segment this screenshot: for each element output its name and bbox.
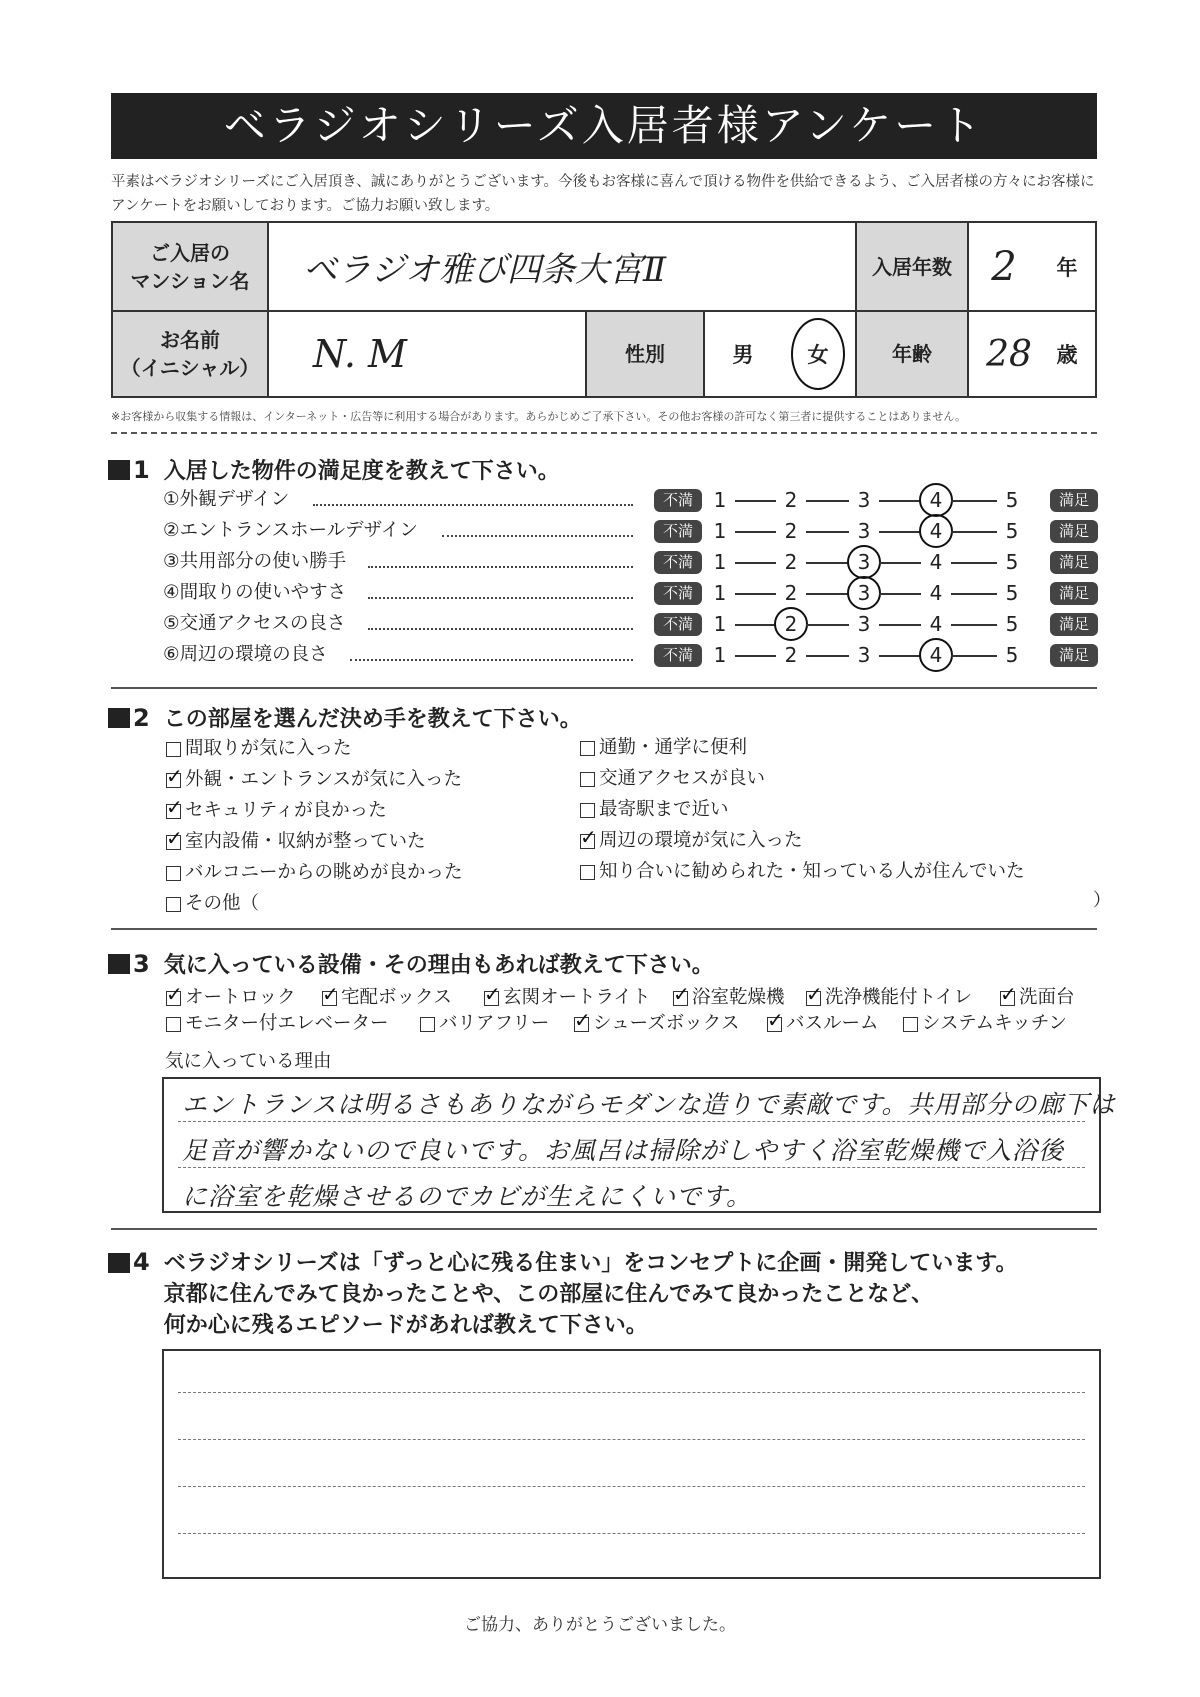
writing-line bbox=[178, 1533, 1085, 1534]
checkbox-label: バリアフリー bbox=[439, 1013, 550, 1034]
other-close-paren: ） bbox=[1093, 890, 1111, 911]
privacy-footnote: ※お客様から収集する情報は、インターネット・広告等に利用する場合があります。あらかじめご了承下さい。その他お客様の許可なく第三者に提供することはありません。 bbox=[111, 410, 967, 423]
decision-checkbox[interactable] bbox=[166, 735, 352, 763]
scale-connector bbox=[879, 531, 921, 533]
low-badge: 不満 bbox=[654, 551, 702, 574]
checkbox-label: 間取りが気に入った bbox=[185, 738, 352, 759]
checked-box-icon[interactable] bbox=[1000, 991, 1015, 1006]
checkbox-icon[interactable] bbox=[580, 741, 595, 756]
q3-title: 気に入っている設備・その理由もあれば教えて下さい。 bbox=[163, 952, 714, 978]
scale-option[interactable]: 2 bbox=[784, 612, 798, 636]
rating-row bbox=[163, 547, 1093, 577]
selected-rating-circle bbox=[919, 638, 953, 672]
scale-option[interactable]: 5 bbox=[1005, 581, 1019, 605]
decision-checkbox[interactable] bbox=[166, 828, 426, 856]
decision-checkbox[interactable] bbox=[580, 858, 1025, 886]
scale-connector bbox=[951, 500, 997, 502]
checkbox-label: セキュリティが良かった bbox=[185, 800, 387, 821]
leader-dots bbox=[313, 504, 634, 506]
age-unit: 歳 bbox=[1056, 342, 1078, 367]
q2-title: この部屋を選んだ決め手を教えて下さい。 bbox=[163, 706, 582, 732]
scale-option[interactable]: 3 bbox=[857, 550, 871, 574]
checked-box-icon[interactable] bbox=[673, 991, 688, 1006]
q4-line-3: 何か心に残るエピソードがあれば教えて下さい。 bbox=[163, 1312, 648, 1338]
scale-option[interactable]: 4 bbox=[929, 488, 943, 512]
leader-dots bbox=[368, 597, 633, 599]
scale-option[interactable]: 3 bbox=[857, 519, 871, 543]
rating-item-label: ⑥周辺の環境の良さ bbox=[163, 644, 328, 665]
table-divider bbox=[703, 312, 705, 396]
high-badge: 満足 bbox=[1050, 644, 1098, 667]
checked-box-icon[interactable] bbox=[767, 1017, 782, 1032]
q4-number: 4 bbox=[133, 1248, 150, 1276]
scale-option[interactable]: 2 bbox=[784, 550, 798, 574]
scale-option[interactable]: 4 bbox=[929, 643, 943, 667]
checkbox-icon[interactable] bbox=[166, 742, 181, 757]
scale-option[interactable]: 5 bbox=[1005, 550, 1019, 574]
checkbox-label: シューズボックス bbox=[593, 1013, 740, 1034]
rating-row bbox=[163, 485, 1093, 515]
scale-option[interactable]: 4 bbox=[929, 519, 943, 543]
leader-dots bbox=[350, 659, 634, 661]
low-badge: 不満 bbox=[654, 582, 702, 605]
checked-box-icon[interactable] bbox=[322, 991, 337, 1006]
scale-option[interactable]: 1 bbox=[713, 488, 727, 512]
mansion-name-label bbox=[113, 223, 267, 310]
reason-label: 気に入っている理由 bbox=[165, 1051, 332, 1072]
rating-item-label: ⑤交通アクセスの良さ bbox=[163, 613, 346, 634]
mansion-label-line1: ご入居の bbox=[150, 240, 230, 265]
low-badge: 不満 bbox=[654, 644, 702, 667]
scale-option[interactable]: 2 bbox=[784, 519, 798, 543]
high-badge: 満足 bbox=[1050, 613, 1098, 636]
scale-option[interactable]: 3 bbox=[857, 581, 871, 605]
leader-dots bbox=[442, 535, 633, 537]
scale-connector bbox=[735, 624, 776, 626]
thank-you-message: ご協力、ありがとうございました。 bbox=[464, 1615, 736, 1635]
scale-option[interactable]: 4 bbox=[929, 612, 943, 636]
q1-heading bbox=[108, 454, 560, 485]
checkbox-label: 通勤・通学に便利 bbox=[599, 737, 748, 758]
scale-connector bbox=[806, 500, 849, 502]
checkbox-icon[interactable] bbox=[166, 866, 181, 881]
checked-box-icon[interactable] bbox=[166, 804, 181, 819]
facility-checkbox[interactable] bbox=[166, 1010, 389, 1038]
q3-heading bbox=[108, 948, 714, 979]
checkbox-label: バスルーム bbox=[786, 1013, 879, 1034]
writing-line bbox=[178, 1439, 1085, 1440]
checkbox-label: オートロック bbox=[185, 987, 296, 1008]
decision-checkbox[interactable] bbox=[166, 797, 387, 825]
facility-checkbox[interactable] bbox=[1000, 984, 1075, 1012]
gender-female-text: 女 bbox=[807, 342, 829, 367]
facility-checkbox[interactable] bbox=[484, 984, 650, 1012]
scale-connector bbox=[806, 593, 849, 595]
scale-option[interactable]: 2 bbox=[784, 488, 798, 512]
table-divider bbox=[267, 223, 269, 396]
leader-dots bbox=[368, 566, 633, 568]
checkbox-label: システムキッチン bbox=[922, 1013, 1067, 1034]
writing-line bbox=[178, 1121, 1085, 1122]
selected-rating-circle bbox=[919, 514, 953, 548]
table-divider bbox=[113, 310, 1095, 312]
high-badge: 満足 bbox=[1050, 520, 1098, 543]
scale-option[interactable]: 3 bbox=[857, 643, 871, 667]
scale-connector bbox=[735, 593, 776, 595]
scale-option[interactable]: 2 bbox=[784, 643, 798, 667]
gender-option-male[interactable]: 男 bbox=[732, 342, 754, 367]
table-divider bbox=[585, 312, 587, 396]
scale-connector bbox=[879, 624, 921, 626]
decision-checkbox[interactable] bbox=[580, 796, 729, 824]
checkbox-label: 知り合いに勧められた・知っている人が住んでいた bbox=[599, 861, 1025, 882]
q4-heading bbox=[108, 1248, 1018, 1341]
scale-connector bbox=[951, 593, 997, 595]
checkbox-label: 室内設備・収納が整っていた bbox=[185, 831, 426, 852]
selected-rating-circle bbox=[919, 483, 953, 517]
scale-connector bbox=[806, 655, 849, 657]
high-badge: 満足 bbox=[1050, 489, 1098, 512]
scale-option[interactable]: 4 bbox=[929, 550, 943, 574]
scale-option[interactable]: 1 bbox=[713, 519, 727, 543]
scale-option[interactable]: 5 bbox=[1005, 612, 1019, 636]
checkbox-icon[interactable] bbox=[166, 1017, 181, 1032]
rating-row bbox=[163, 640, 1093, 670]
checked-box-icon[interactable] bbox=[580, 834, 595, 849]
scale-option[interactable]: 4 bbox=[929, 581, 943, 605]
years-field[interactable]: 2 bbox=[991, 243, 1017, 290]
checked-box-icon[interactable] bbox=[574, 1017, 589, 1032]
decision-checkbox[interactable] bbox=[580, 765, 765, 793]
checkbox-label: 宅配ボックス bbox=[341, 987, 452, 1008]
low-badge: 不満 bbox=[654, 489, 702, 512]
q1-number: 1 bbox=[133, 455, 150, 484]
gender-label: 性別 bbox=[587, 312, 703, 396]
writing-line bbox=[178, 1392, 1085, 1393]
checkbox-icon[interactable] bbox=[580, 803, 595, 818]
q2-number: 2 bbox=[133, 703, 150, 732]
gender-selection-circle bbox=[791, 318, 845, 390]
facility-checkbox[interactable] bbox=[574, 1010, 740, 1038]
episode-textbox[interactable] bbox=[162, 1349, 1101, 1579]
section-marker-icon bbox=[108, 708, 130, 728]
scale-connector bbox=[735, 655, 776, 657]
name-initials-field[interactable]: N. M bbox=[313, 332, 407, 376]
checkbox-label: バルコニーからの眺めが良かった bbox=[185, 862, 463, 883]
scale-connector bbox=[735, 562, 776, 564]
low-badge: 不満 bbox=[654, 613, 702, 636]
q4-prompt bbox=[164, 1248, 1018, 1341]
high-badge: 満足 bbox=[1050, 582, 1098, 605]
age-field[interactable]: 28 bbox=[986, 333, 1032, 375]
scale-option[interactable]: 2 bbox=[784, 581, 798, 605]
section-divider bbox=[111, 687, 1097, 689]
scale-connector bbox=[879, 562, 921, 564]
reason-line-2: 足音が響かないので良いです。お風呂は掃除がしやすく浴室乾燥機で入浴後 bbox=[182, 1136, 1065, 1165]
section-divider bbox=[111, 1228, 1097, 1230]
rating-item-label: ②エントランスホールデザイン bbox=[163, 520, 418, 541]
facility-checkbox[interactable] bbox=[903, 1010, 1067, 1038]
scale-connector bbox=[735, 500, 776, 502]
checkbox-label: 洗浄機能付トイレ bbox=[825, 987, 973, 1008]
reason-line-1: エントランスは明るさもありながらモダンな造りで素敵です。共用部分の廊下は bbox=[182, 1090, 1116, 1119]
q1-title: 入居した物件の満足度を教えて下さい。 bbox=[163, 458, 560, 484]
scale-connector bbox=[879, 655, 921, 657]
checkbox-label: 洗面台 bbox=[1019, 987, 1075, 1008]
scale-option[interactable]: 5 bbox=[1005, 519, 1019, 543]
reason-textbox[interactable] bbox=[162, 1077, 1116, 1213]
section-divider bbox=[111, 928, 1097, 930]
decision-checkbox[interactable] bbox=[166, 890, 259, 918]
low-badge: 不満 bbox=[654, 520, 702, 543]
facility-checkbox[interactable] bbox=[767, 1010, 879, 1038]
checked-box-icon[interactable] bbox=[166, 773, 181, 788]
scale-connector bbox=[951, 562, 997, 564]
age-label: 年齢 bbox=[857, 312, 967, 396]
checkbox-label: 浴室乾燥機 bbox=[692, 987, 785, 1008]
writing-line bbox=[178, 1167, 1085, 1168]
selected-rating-circle bbox=[774, 607, 808, 641]
table-divider bbox=[855, 223, 857, 396]
checked-box-icon[interactable] bbox=[484, 991, 499, 1006]
q4-line-1: ベラジオシリーズは「ずっと心に残る住まい」をコンセプトに企画・開発しています。 bbox=[163, 1250, 1018, 1276]
checkbox-label: 周辺の環境が気に入った bbox=[599, 830, 803, 851]
scale-option[interactable]: 1 bbox=[713, 550, 727, 574]
scale-option[interactable]: 5 bbox=[1005, 488, 1019, 512]
scale-connector bbox=[879, 593, 921, 595]
leader-dots bbox=[368, 628, 633, 630]
checkbox-label: その他（ bbox=[185, 893, 260, 914]
scale-connector bbox=[806, 562, 849, 564]
facility-checkbox[interactable] bbox=[166, 984, 296, 1012]
facility-checkbox[interactable] bbox=[420, 1010, 549, 1038]
selected-rating-circle bbox=[847, 576, 881, 610]
section-divider bbox=[111, 432, 1097, 434]
name-label-line1: お名前 bbox=[160, 328, 220, 352]
survey-title: ベラジオシリーズ入居者様アンケート bbox=[111, 93, 1097, 159]
scale-connector bbox=[806, 624, 849, 626]
intro-text: 平素はベラジオシリーズにご入居頂き、誠にありがとうございます。今後もお客様に喜んで頂ける物件を供給できるよう、ご入居者様の方々にお客様にアンケートをお願いしております。ご協力お願い致します。 bbox=[111, 174, 1095, 214]
scale-connector bbox=[951, 624, 997, 626]
years-label: 入居年数 bbox=[857, 223, 967, 310]
checkbox-icon[interactable] bbox=[903, 1017, 918, 1032]
facility-checkbox[interactable] bbox=[806, 984, 972, 1012]
rating-row bbox=[163, 609, 1093, 639]
rating-item-label: ①外観デザイン bbox=[163, 489, 290, 510]
decision-checkbox[interactable] bbox=[580, 827, 803, 855]
scale-option[interactable]: 5 bbox=[1005, 643, 1019, 667]
checked-box-icon[interactable] bbox=[806, 991, 821, 1006]
scale-connector bbox=[806, 531, 849, 533]
checkbox-label: 外観・エントランスが気に入った bbox=[185, 769, 462, 790]
table-divider bbox=[967, 223, 969, 396]
checkbox-icon[interactable] bbox=[420, 1017, 435, 1032]
rating-item-label: ④間取りの使いやすさ bbox=[163, 582, 347, 603]
scale-connector bbox=[951, 655, 997, 657]
scale-option[interactable]: 1 bbox=[713, 581, 727, 605]
rating-row bbox=[163, 516, 1093, 546]
writing-line bbox=[178, 1486, 1085, 1487]
q2-heading bbox=[108, 702, 582, 733]
checked-box-icon[interactable] bbox=[166, 835, 181, 850]
checkbox-label: モニター付エレベーター bbox=[185, 1013, 389, 1034]
high-badge: 満足 bbox=[1050, 551, 1098, 574]
q3-number: 3 bbox=[133, 949, 150, 978]
scale-connector bbox=[735, 531, 776, 533]
name-label bbox=[113, 312, 267, 396]
section-marker-icon bbox=[108, 1253, 130, 1273]
scale-option[interactable]: 1 bbox=[713, 643, 727, 667]
years-unit: 年 bbox=[1056, 254, 1078, 280]
name-label-line2: （イニシャル） bbox=[120, 356, 260, 380]
checkbox-icon[interactable] bbox=[580, 772, 595, 787]
decision-checkbox[interactable] bbox=[166, 859, 463, 887]
scale-connector bbox=[879, 500, 921, 502]
rating-row bbox=[163, 578, 1093, 608]
facility-checkbox[interactable] bbox=[322, 984, 452, 1012]
decision-checkbox[interactable] bbox=[166, 766, 462, 794]
scale-option[interactable]: 1 bbox=[713, 612, 727, 636]
reason-line-3: に浴室を乾燥させるのでカビが生えにくいです。 bbox=[182, 1182, 753, 1211]
section-marker-icon bbox=[108, 954, 130, 974]
scale-connector bbox=[951, 531, 997, 533]
checkbox-icon[interactable] bbox=[580, 865, 595, 880]
checked-box-icon[interactable] bbox=[166, 991, 181, 1006]
checkbox-icon[interactable] bbox=[166, 897, 181, 912]
checkbox-label: 交通アクセスが良い bbox=[599, 768, 765, 789]
q4-line-2: 京都に住んでみて良かったことや、この部屋に住んでみて良かったことなど、 bbox=[163, 1281, 934, 1307]
decision-checkbox[interactable] bbox=[580, 734, 747, 762]
checkbox-label: 最寄駅まで近い bbox=[599, 799, 729, 820]
checkbox-label: 玄関オートライト bbox=[503, 987, 651, 1008]
rating-item-label: ③共用部分の使い勝手 bbox=[163, 551, 347, 572]
mansion-label-line2: マンション名 bbox=[130, 268, 250, 293]
section-marker-icon bbox=[108, 460, 130, 480]
resident-info-table bbox=[111, 221, 1097, 398]
selected-rating-circle bbox=[847, 545, 881, 579]
scale-option[interactable]: 3 bbox=[857, 488, 871, 512]
gender-option-female[interactable] bbox=[781, 312, 855, 396]
mansion-name-field[interactable]: ベラジオ雅び四条大宮Ⅱ bbox=[303, 250, 667, 290]
scale-option[interactable]: 3 bbox=[857, 612, 871, 636]
